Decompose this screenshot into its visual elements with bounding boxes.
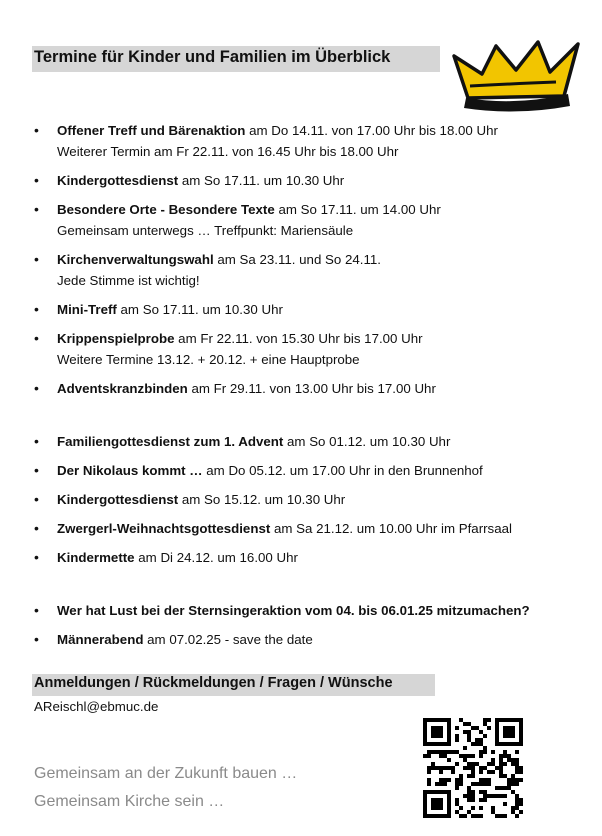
- event-item: [32, 120, 572, 162]
- event-item: [32, 518, 572, 539]
- event-name: Kindergottesdienst: [57, 492, 179, 507]
- event-item: [32, 170, 572, 191]
- event-note: Weitere Termine 13.12. + 20.12. + eine Hauptprobe: [57, 352, 360, 367]
- event-name: Mini-Treff: [57, 302, 117, 317]
- slogan-line-2: Gemeinsam Kirche sein …: [34, 793, 225, 810]
- event-item: [32, 460, 572, 481]
- event-item: [32, 378, 572, 399]
- event-list: [32, 120, 572, 658]
- event-name: Männerabend: [57, 632, 144, 647]
- event-item: [32, 629, 572, 650]
- event-item: [32, 328, 572, 370]
- event-note: Gemeinsam unterwegs … Treffpunkt: Mariensäule: [57, 223, 354, 238]
- event-details: am Do 05.12. um 17.00 Uhr in den Brunnenhof: [202, 463, 483, 478]
- event-name: Adventskranzbinden: [57, 381, 188, 396]
- event-name: Kirchenverwaltungswahl: [57, 252, 214, 267]
- event-details: am So 17.11. um 10.30 Uhr: [116, 302, 283, 317]
- event-details: am So 17.11. um 14.00 Uhr: [274, 202, 441, 217]
- event-item: [32, 547, 572, 568]
- page-title: Termine für Kinder und Familien im Überblick: [34, 48, 391, 66]
- event-name: Offener Treff und Bärenaktion: [57, 123, 246, 138]
- event-details: am So 01.12. um 10.30 Uhr: [283, 434, 451, 449]
- qr-code-icon: [423, 718, 523, 818]
- event-name: Wer hat Lust bei der Sternsingeraktion vom 04. bis 06.01.25 mitzumachen?: [57, 603, 530, 618]
- event-name: Der Nikolaus kommt …: [57, 463, 203, 478]
- crown-icon: [446, 36, 586, 116]
- event-details: am Do 14.11. von 17.00 Uhr bis 18.00 Uhr: [245, 123, 498, 138]
- event-details: am Fr 22.11. von 15.30 Uhr bis 17.00 Uhr: [174, 331, 423, 346]
- event-item: [32, 489, 572, 510]
- event-details: am Fr 29.11. von 13.00 Uhr bis 17.00 Uhr: [187, 381, 436, 396]
- event-details: am Sa 21.12. um 10.00 Uhr im Pfarrsaal: [270, 521, 512, 536]
- event-name: Zwergerl-Weihnachtsgottesdienst: [57, 521, 271, 536]
- event-name: Besondere Orte - Besondere Texte: [57, 202, 275, 217]
- event-details: am Sa 23.11. und So 24.11.: [213, 252, 381, 267]
- event-details: am So 17.11. um 10.30 Uhr: [178, 173, 345, 188]
- event-details: am Di 24.12. um 16.00 Uhr: [134, 550, 298, 565]
- event-name: Krippenspielprobe: [57, 331, 175, 346]
- event-item: [32, 299, 572, 320]
- slogan-line-1: Gemeinsam an der Zukunft bauen …: [34, 765, 298, 782]
- event-name: Kindergottesdienst: [57, 173, 179, 188]
- event-name: Familiengottesdienst zum 1. Advent: [57, 434, 284, 449]
- event-item: [32, 600, 572, 621]
- event-details: am So 15.12. um 10.30 Uhr: [178, 492, 346, 507]
- contact-heading: Anmeldungen / Rückmeldungen / Fragen / Wünsche: [34, 675, 393, 691]
- event-item: [32, 199, 572, 241]
- event-note: Weiterer Termin am Fr 22.11. von 16.45 Uhr bis 18.00 Uhr: [57, 144, 399, 159]
- event-note: Jede Stimme ist wichtig!: [57, 273, 200, 288]
- event-name: Kindermette: [57, 550, 135, 565]
- event-item: [32, 249, 572, 291]
- event-details: am 07.02.25 - save the date: [143, 632, 313, 647]
- contact-email[interactable]: AReischl@ebmuc.de: [34, 699, 159, 714]
- event-item: [32, 431, 572, 452]
